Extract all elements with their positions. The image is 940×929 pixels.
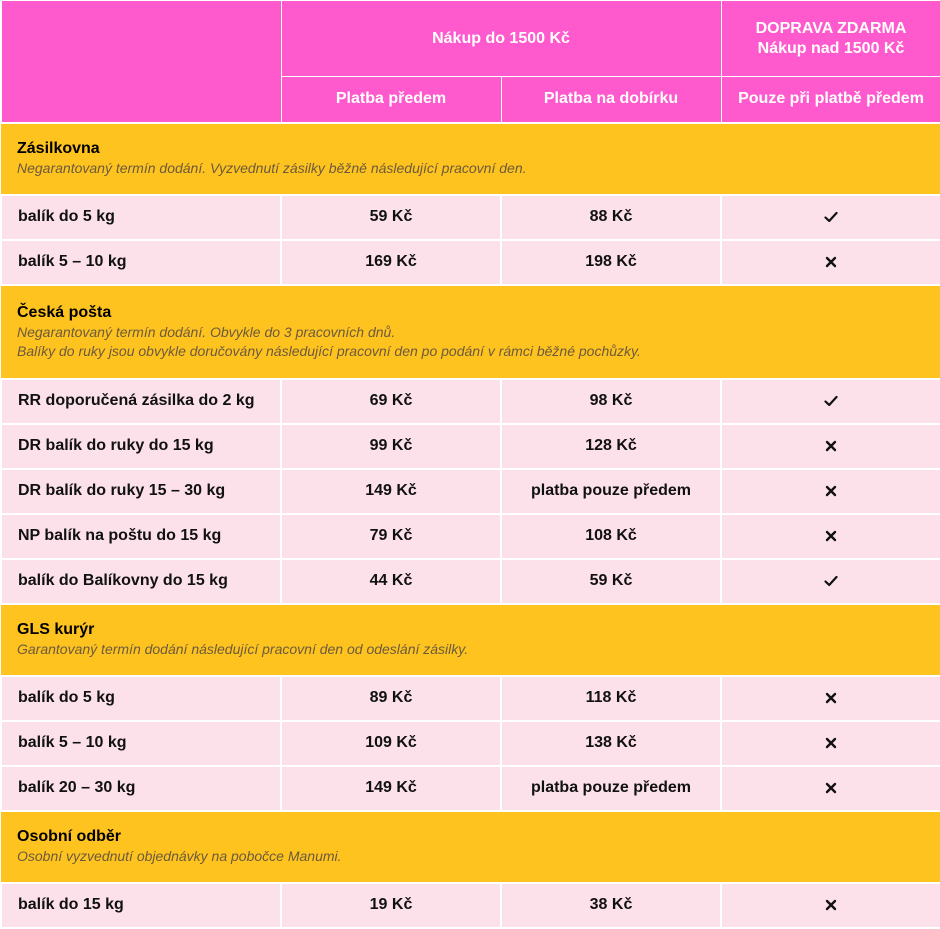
table-row bbox=[1, 676, 940, 721]
table-row bbox=[1, 240, 940, 285]
price-prepay: 99 Kč bbox=[281, 424, 501, 469]
group-header-row bbox=[1, 123, 940, 195]
price-cod: 88 Kč bbox=[501, 195, 721, 240]
cross-icon bbox=[824, 527, 838, 544]
cross-icon bbox=[824, 896, 838, 913]
price-prepay: 169 Kč bbox=[281, 240, 501, 285]
free-shipping-cell bbox=[721, 766, 940, 811]
price-prepay: 109 Kč bbox=[281, 721, 501, 766]
free-shipping-label: DOPRAVA ZDARMA bbox=[755, 19, 907, 37]
service-name: DR balík do ruky do 15 kg bbox=[1, 424, 281, 469]
group-header-row bbox=[1, 604, 940, 676]
group-title: Česká pošta bbox=[17, 303, 112, 321]
service-name: RR doporučená zásilka do 2 kg bbox=[1, 379, 281, 424]
group-title: Zásilkovna bbox=[17, 140, 100, 157]
service-name: balík do 5 kg bbox=[1, 195, 281, 240]
group-description: Negarantovaný termín dodání. Obvykle do 3 pracovních dnů. bbox=[17, 323, 396, 340]
check-icon bbox=[824, 572, 838, 589]
price-cod: 128 Kč bbox=[501, 424, 721, 469]
header-cod: Platba na dobírku bbox=[501, 77, 721, 123]
free-shipping-cell bbox=[721, 379, 940, 424]
group-description: Balíky do ruky jsou obvykle doručovány následující pracovní den po podání v rámci běžné pochůzky. bbox=[17, 342, 641, 359]
header-empty-cell bbox=[1, 1, 281, 123]
free-shipping-cell bbox=[721, 195, 940, 240]
group-header bbox=[1, 123, 940, 195]
group-header-row bbox=[1, 811, 940, 883]
check-icon bbox=[824, 392, 838, 409]
free-shipping-cell bbox=[721, 240, 940, 285]
cross-icon bbox=[824, 253, 838, 270]
price-cod: platba pouze předem bbox=[501, 766, 721, 811]
cross-icon bbox=[824, 734, 838, 751]
table-row bbox=[1, 424, 940, 469]
header-free-shipping bbox=[721, 1, 940, 77]
service-name: balík do 15 kg bbox=[1, 883, 281, 928]
cross-icon bbox=[824, 689, 838, 706]
price-cod: 59 Kč bbox=[501, 559, 721, 604]
service-name: DR balík do ruky 15 – 30 kg bbox=[1, 469, 281, 514]
free-shipping-cell bbox=[721, 469, 940, 514]
service-name: balík do 5 kg bbox=[1, 676, 281, 721]
service-name: NP balík na poštu do 15 kg bbox=[1, 514, 281, 559]
table-row bbox=[1, 469, 940, 514]
price-prepay: 69 Kč bbox=[281, 379, 501, 424]
check-icon bbox=[824, 208, 838, 225]
table-row bbox=[1, 766, 940, 811]
table-row bbox=[1, 379, 940, 424]
price-prepay: 149 Kč bbox=[281, 766, 501, 811]
service-name: balík 5 – 10 kg bbox=[1, 240, 281, 285]
group-title: Osobní odběr bbox=[17, 828, 121, 845]
group-header-row bbox=[1, 285, 940, 379]
table-row bbox=[1, 721, 940, 766]
free-shipping-cell bbox=[721, 559, 940, 604]
cross-icon bbox=[824, 437, 838, 454]
header-prepay: Platba předem bbox=[281, 77, 501, 123]
service-name: balík 20 – 30 kg bbox=[1, 766, 281, 811]
table-row bbox=[1, 195, 940, 240]
free-shipping-cell bbox=[721, 676, 940, 721]
price-cod: 198 Kč bbox=[501, 240, 721, 285]
price-prepay: 89 Kč bbox=[281, 676, 501, 721]
group-description: Garantovaný termín dodání následující pracovní den od odeslání zásilky. bbox=[17, 641, 469, 657]
price-prepay: 149 Kč bbox=[281, 469, 501, 514]
group-description: Osobní vyzvednutí objednávky na pobočce Manumi. bbox=[17, 848, 342, 864]
group-header bbox=[1, 285, 940, 379]
header-prepay-only: Pouze při platbě předem bbox=[721, 77, 940, 123]
purchase-over-label: Nákup nad 1500 Kč bbox=[757, 39, 905, 57]
header-purchase-under: Nákup do 1500 Kč bbox=[281, 1, 721, 77]
cross-icon bbox=[824, 482, 838, 499]
table-row bbox=[1, 559, 940, 604]
service-name: balík 5 – 10 kg bbox=[1, 721, 281, 766]
price-cod: 138 Kč bbox=[501, 721, 721, 766]
price-cod: 118 Kč bbox=[501, 676, 721, 721]
cross-icon bbox=[824, 779, 838, 796]
table-row bbox=[1, 514, 940, 559]
price-prepay: 19 Kč bbox=[281, 883, 501, 928]
group-title: GLS kurýr bbox=[17, 621, 95, 638]
free-shipping-cell bbox=[721, 514, 940, 559]
price-cod: 108 Kč bbox=[501, 514, 721, 559]
price-cod: platba pouze předem bbox=[501, 469, 721, 514]
group-header bbox=[1, 811, 940, 883]
price-cod: 38 Kč bbox=[501, 883, 721, 928]
price-prepay: 59 Kč bbox=[281, 195, 501, 240]
price-prepay: 79 Kč bbox=[281, 514, 501, 559]
group-header bbox=[1, 604, 940, 676]
group-description: Negarantovaný termín dodání. Vyzvednutí zásilky běžně následující pracovní den. bbox=[17, 160, 527, 176]
price-cod: 98 Kč bbox=[501, 379, 721, 424]
free-shipping-cell bbox=[721, 424, 940, 469]
service-name: balík do Balíkovny do 15 kg bbox=[1, 559, 281, 604]
free-shipping-cell bbox=[721, 721, 940, 766]
price-prepay: 44 Kč bbox=[281, 559, 501, 604]
